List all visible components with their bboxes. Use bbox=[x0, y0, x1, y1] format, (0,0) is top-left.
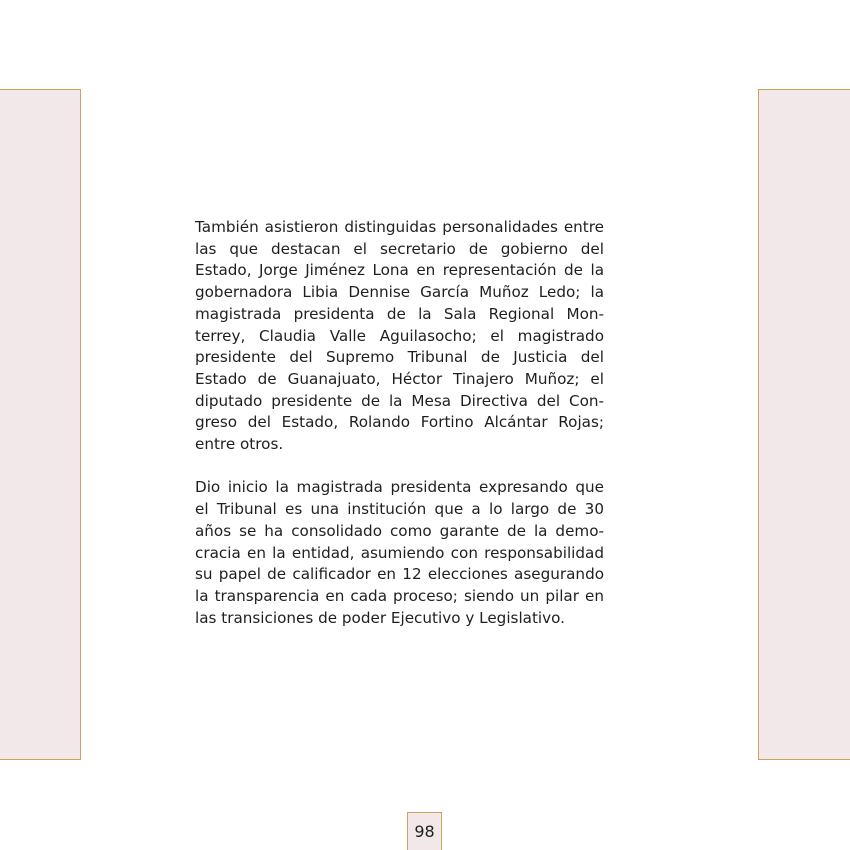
page-number-badge: 98 bbox=[407, 812, 442, 850]
paragraph-attendees: También asistieron distinguidas personalidades entre las que destacan el secretario de gobierno del Estado, Jorge Jiménez Lona en representación de la gobernadora Libia Dennise García Muñoz Ledo; la magistrada presidenta de la Sala Regional Monterrey, Claudia Valle Aguilasocho; el magistrado presidente del Supremo Tribunal de Justicia del Estado de Guanajuato, Héctor Tinajero Muñoz; el diputado presidente de la Mesa Directiva del Congreso del Estado, Rolando Fortino Alcántar Rojas; entre otros. bbox=[195, 218, 604, 454]
right-decorative-panel bbox=[758, 89, 850, 760]
paragraph-opening: Dio inicio la magistrada presidenta expresando que el Tribunal es una institución que a lo largo de 30 años se ha consolidado como garante de la democracia en la entidad, asumiendo con responsabilidad su papel de calificador en 12 elecciones asegurando la transparencia en cada proceso; siendo un pilar en las transiciones de poder Ejecutivo y Legislativo. bbox=[195, 478, 604, 627]
left-decorative-panel bbox=[0, 89, 81, 760]
body-text bbox=[195, 217, 604, 651]
